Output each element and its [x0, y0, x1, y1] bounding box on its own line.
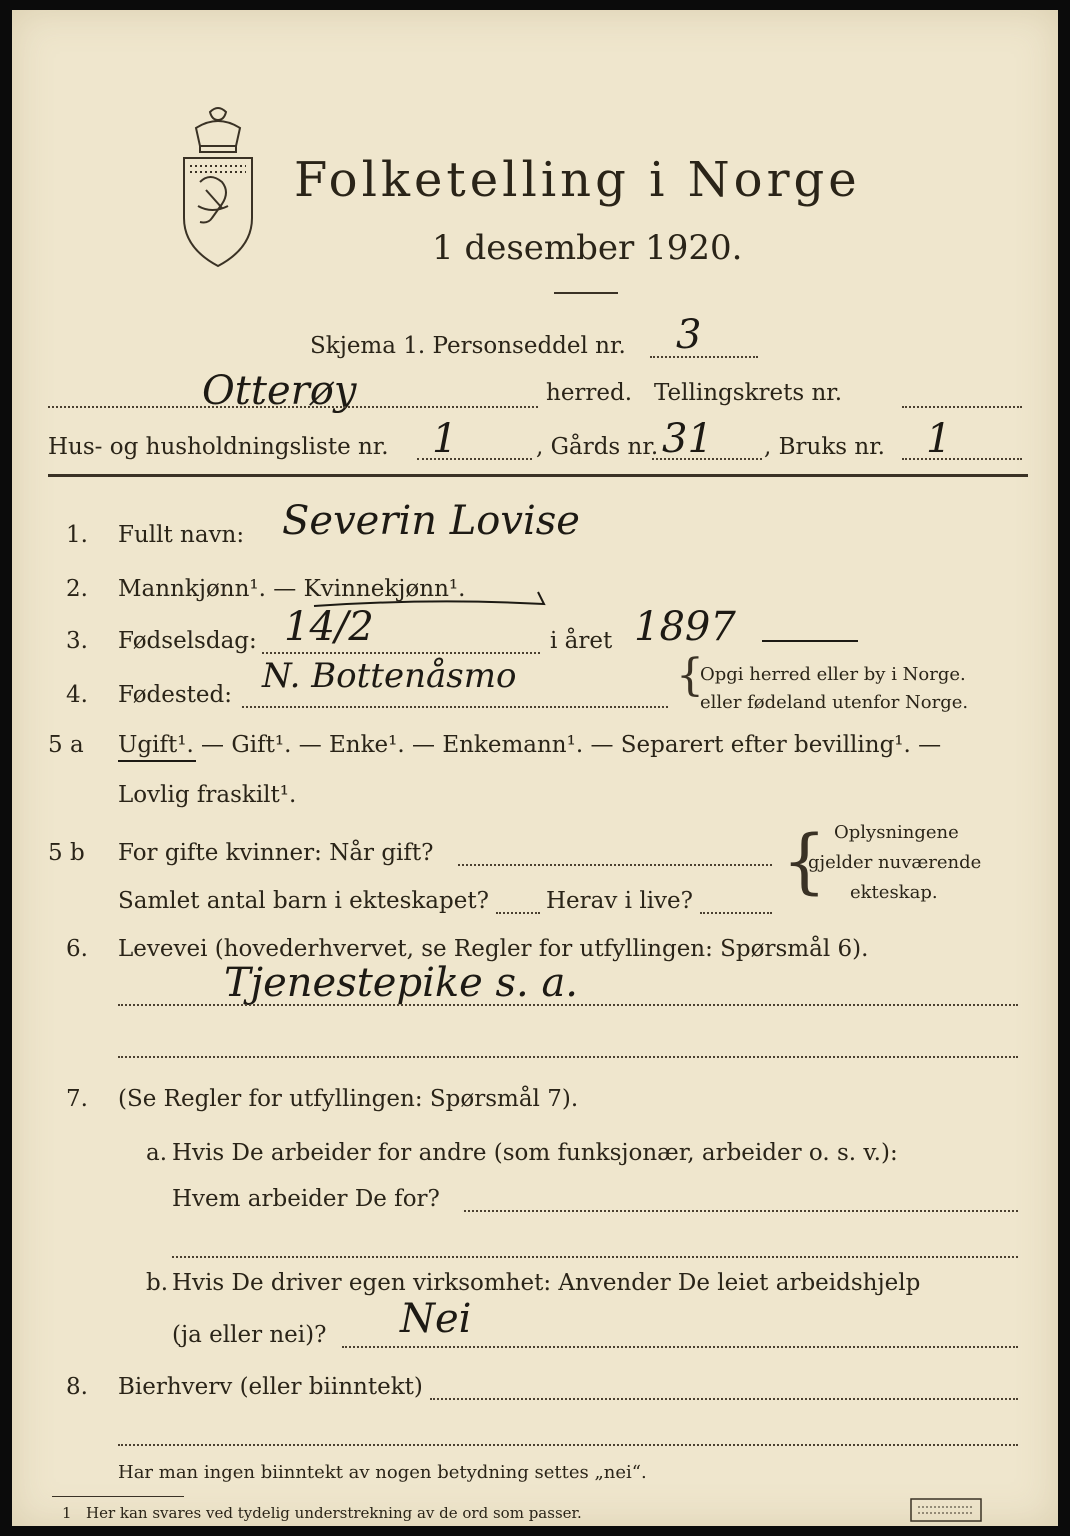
q7a-label: Hvis De arbeider for andre (som funksjonær, arbeider o. s. v.): [172, 1140, 898, 1166]
q6-field-line-1 [118, 1004, 1018, 1006]
q8-field-line-2 [118, 1444, 1018, 1446]
q2-label: Mannkjønn¹. — Kvinnekjønn¹. [118, 576, 466, 602]
q4-field-line [242, 706, 668, 708]
tellingskrets-field-line [902, 406, 1022, 408]
q7b-value[interactable]: Nei [400, 1296, 472, 1342]
q4-note-1: Opgi herred eller by i Norge. [700, 664, 966, 685]
q4-brace: { [676, 650, 704, 701]
bruks-field-line [902, 458, 1022, 460]
q1-number: 1. [66, 522, 88, 548]
footnote-number: 1 [62, 1504, 72, 1522]
q5b-alive-line [700, 912, 772, 914]
title-divider [554, 292, 618, 294]
q7b-field-line [342, 1346, 1018, 1348]
q5b-brace: { [782, 820, 827, 902]
q4-note-2: eller fødeland utenfor Norge. [700, 692, 969, 713]
hus-value[interactable]: 1 [432, 416, 458, 462]
printer-stamp-icon [910, 1498, 982, 1522]
q1-value[interactable]: Severin Lovise [282, 498, 580, 544]
q3-value[interactable]: 14/2 [284, 604, 374, 650]
q7b-label-2: (ja eller nei)? [172, 1322, 327, 1348]
q6-number: 6. [66, 936, 88, 962]
gards-label: , Gårds nr. [536, 434, 659, 460]
q7b-label: Hvis De driver egen virksomhet: Anvender De leiet arbeidshjelp [172, 1270, 921, 1296]
q7a-field-line-2 [172, 1256, 1018, 1258]
q5b-note-1: Oplysningene [834, 822, 959, 843]
q2-number: 2. [66, 576, 88, 602]
q3-year-value[interactable]: 1897 [634, 604, 736, 650]
herred-value[interactable]: Otterøy [202, 368, 357, 414]
herred-label: herred. [546, 380, 633, 406]
skjema-label: Skjema 1. Personseddel nr. [310, 333, 626, 359]
bruks-label: , Bruks nr. [764, 434, 885, 460]
q5b-label-3: Herav i live? [546, 888, 693, 914]
q7a-label-2: Hvem arbeider De for? [172, 1186, 440, 1212]
footnote-text: Her kan svares ved tydelig understrekning av de ord som passer. [86, 1504, 582, 1522]
q5a-label: Ugift¹. — Gift¹. — Enke¹. — Enkemann¹. — Separert efter bevilling¹. — [118, 732, 942, 758]
census-form [12, 10, 1058, 1526]
q6-value[interactable]: Tjenestepike s. a. [224, 960, 579, 1006]
q5b-children-line [496, 912, 540, 914]
q5b-note-3: ekteskap. [850, 882, 938, 903]
gards-value[interactable]: 31 [662, 416, 713, 462]
q3-field-line [262, 652, 540, 654]
q3-year-label: i året [550, 628, 613, 654]
tellingskrets-label: Tellingskrets nr. [654, 380, 843, 406]
q7-number: 7. [66, 1086, 88, 1112]
q4-value[interactable]: N. Bottenåsmo [262, 656, 517, 696]
footer-note: Har man ingen biinntekt av nogen betydning settes „nei“. [118, 1462, 647, 1483]
ugift-underline [118, 760, 196, 762]
q7a-number: a. [146, 1140, 168, 1166]
q6-label: Levevei (hovederhvervet, se Regler for utfyllingen: Spørsmål 6). [118, 936, 869, 962]
form-title: Folketelling i Norge [294, 152, 861, 208]
footnote-rule [52, 1496, 184, 1497]
q8-number: 8. [66, 1374, 88, 1400]
q5a-label-2: Lovlig fraskilt¹. [118, 782, 297, 808]
q5b-label-2: Samlet antal barn i ekteskapet? [118, 888, 489, 914]
q5b-number: 5 b [48, 840, 85, 866]
q6-field-line-2 [118, 1056, 1018, 1058]
q5b-note-2: gjelder nuværende [808, 852, 982, 873]
q3-year-strike [762, 640, 858, 642]
form-date: 1 desember 1920. [432, 228, 743, 268]
q5a-number: 5 a [48, 732, 84, 758]
skjema-field-line [650, 356, 758, 358]
q7a-field-line-1 [464, 1210, 1018, 1212]
q1-label: Fullt navn: [118, 522, 245, 548]
skjema-value[interactable]: 3 [676, 312, 702, 358]
q4-label: Fødested: [118, 682, 233, 708]
q5b-label: For gifte kvinner: Når gift? [118, 840, 434, 866]
bruks-value[interactable]: 1 [926, 416, 952, 462]
q3-label: Fødselsdag: [118, 628, 257, 654]
q7-label: (Se Regler for utfyllingen: Spørsmål 7). [118, 1086, 579, 1112]
header-separator [48, 474, 1028, 477]
coat-of-arms-icon [170, 102, 266, 272]
q3-number: 3. [66, 628, 88, 654]
q5b-married-line [458, 864, 772, 866]
q8-label: Bierhverv (eller biinntekt) [118, 1374, 423, 1400]
q8-field-line-1 [430, 1398, 1018, 1400]
q4-number: 4. [66, 682, 88, 708]
hus-label: Hus- og husholdningsliste nr. [48, 434, 389, 460]
herred-field-line [48, 406, 538, 408]
q7b-number: b. [146, 1270, 169, 1296]
